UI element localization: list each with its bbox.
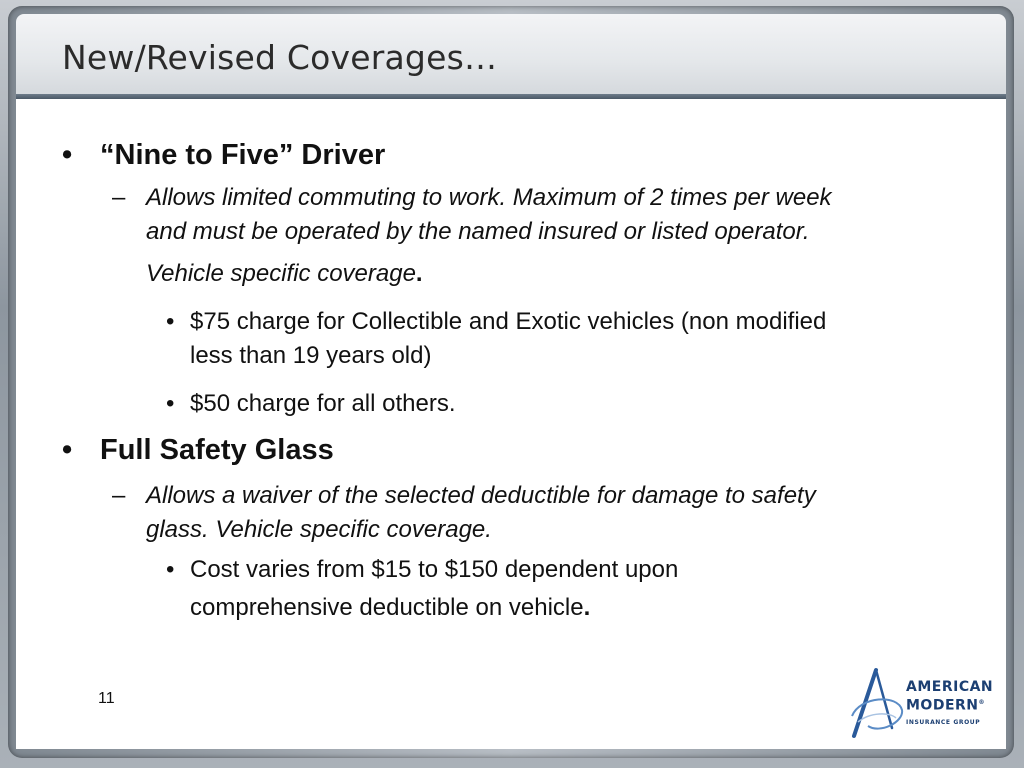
sub-bullet-text: Vehicle specific coverage xyxy=(146,260,416,287)
logo-mark-icon xyxy=(846,666,906,744)
list-item-text: comprehensive deductible on vehicle xyxy=(190,594,584,621)
list-item-line: Cost varies from $15 to $150 dependent upon xyxy=(190,556,679,583)
bullet-marker: • xyxy=(62,434,73,466)
dash-marker: – xyxy=(112,184,126,211)
title-bar xyxy=(16,14,1006,94)
bullet-nine-to-five xyxy=(62,139,386,172)
sub-bullet-deductible-waiver xyxy=(112,479,966,547)
logo-line-group: INSURANCE GROUP xyxy=(906,718,981,726)
logo-line-american: AMERICAN xyxy=(906,679,994,695)
list-item-other-charge xyxy=(166,387,960,421)
bullet-marker: • xyxy=(166,556,175,583)
dash-marker: – xyxy=(112,482,126,509)
bullet-marker: • xyxy=(62,139,73,171)
sub-bullet-line: Allows limited commuting to work. Maximum of 2 times per week xyxy=(146,184,832,211)
list-item-line: less than 19 years old) xyxy=(190,342,432,369)
sub-bullet-line: Allows a waiver of the selected deductible for damage to safety xyxy=(146,482,816,509)
bullet-full-safety-glass xyxy=(62,434,334,467)
page-number: 11 xyxy=(98,690,115,707)
logo-wordmark xyxy=(906,680,993,730)
registered-mark: ® xyxy=(978,699,986,706)
logo-line-modern xyxy=(906,695,993,714)
sub-bullet-commuting xyxy=(112,181,966,291)
sub-bullet-line: glass. Vehicle specific coverage. xyxy=(146,516,492,543)
list-item-line xyxy=(190,591,960,625)
bullet-heading: Full Safety Glass xyxy=(100,434,334,466)
sub-bullet-line: and must be operated by the named insured or listed operator. xyxy=(146,218,810,245)
logo-text-modern: MODERN xyxy=(906,697,979,714)
period: . xyxy=(583,594,591,621)
sub-bullet-line xyxy=(146,257,966,291)
period: . xyxy=(415,260,423,287)
bullet-marker: • xyxy=(166,390,175,417)
list-item-cost-range xyxy=(166,553,960,625)
bullet-marker: • xyxy=(166,308,175,335)
bullet-heading: “Nine to Five” Driver xyxy=(100,139,386,171)
slide-title: New/Revised Coverages… xyxy=(62,38,498,77)
list-item-line: $75 charge for Collectible and Exotic vehicles (non modified xyxy=(190,308,827,335)
list-item-line: $50 charge for all others. xyxy=(190,390,456,417)
company-logo xyxy=(846,666,1006,746)
list-item-collectible-charge xyxy=(166,305,960,373)
slide-content xyxy=(16,99,1006,749)
